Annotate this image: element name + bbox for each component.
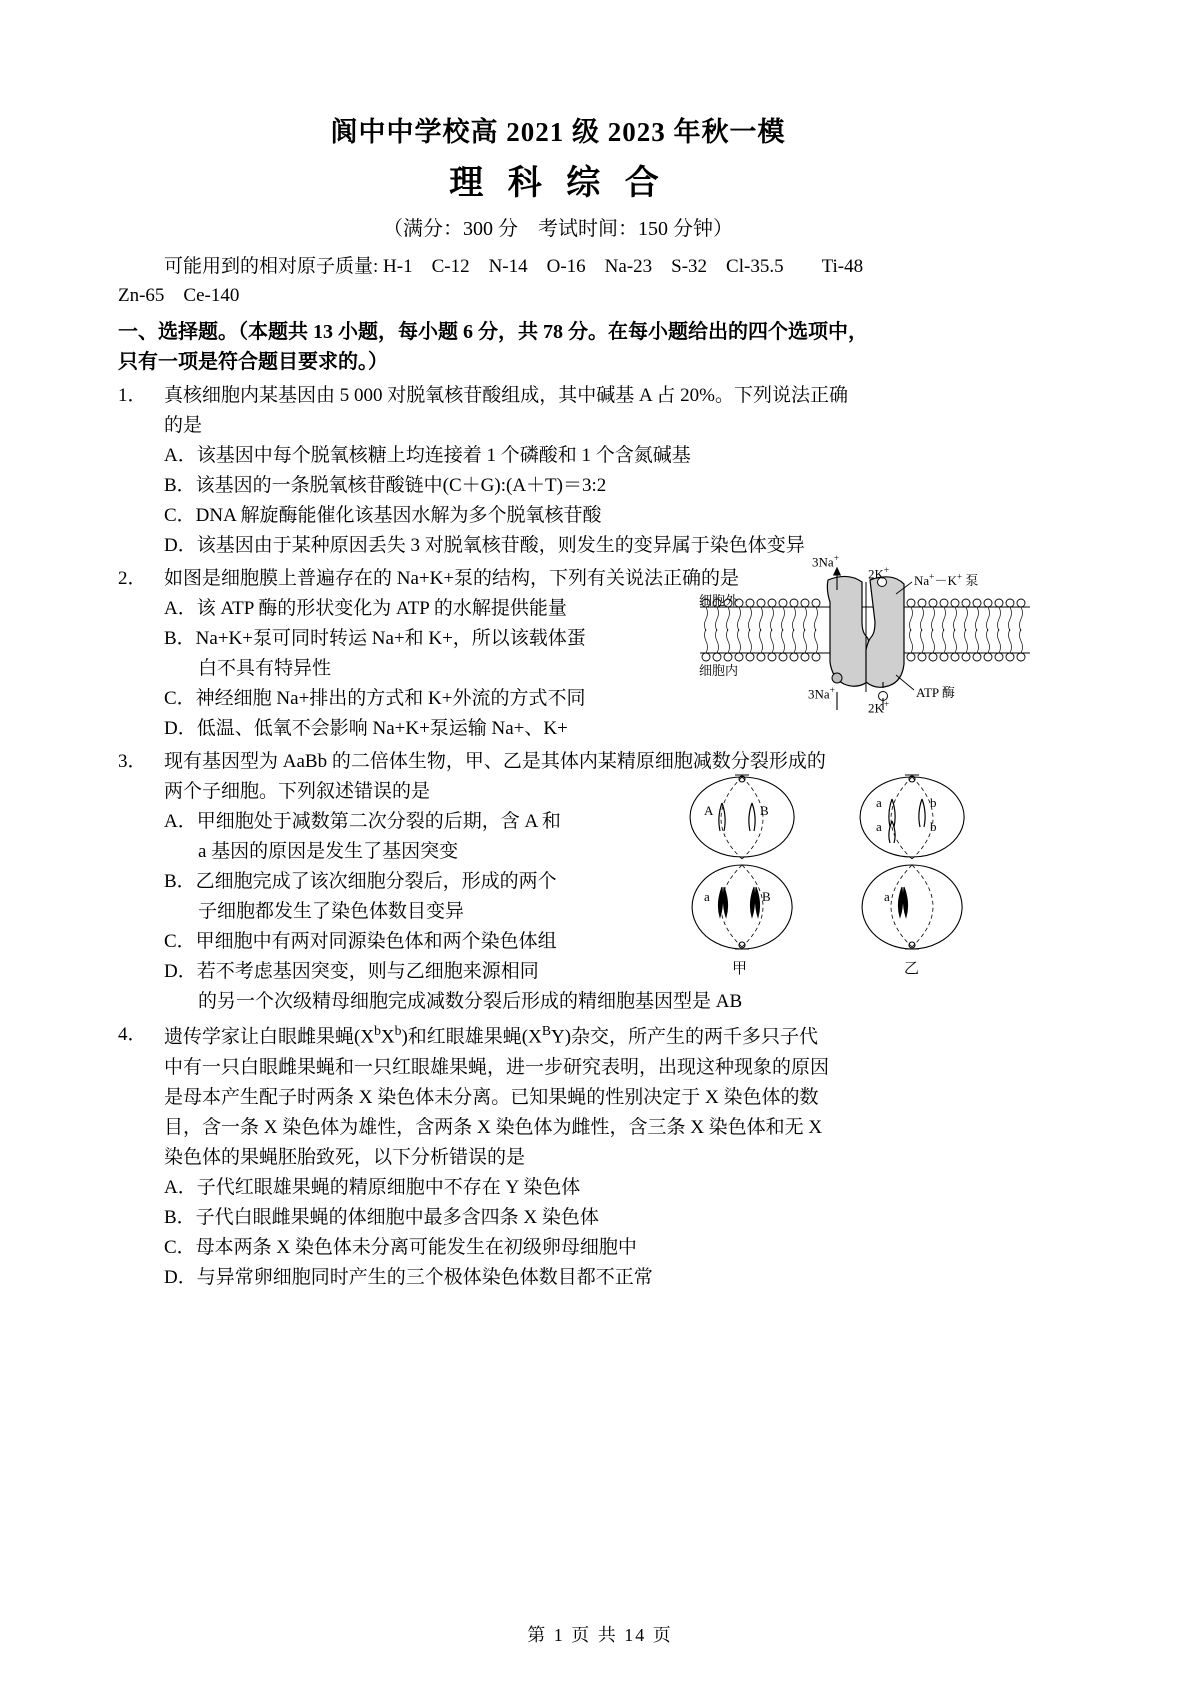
question-4 (118, 1020, 998, 1292)
page-title: 阆中中学校高 2021 级 2023 年秋一模 (330, 117, 786, 147)
question-2-stem-line-1: 如图是细胞膜上普遍存在的 Na+K+泵的结构，下列有关说法正确的是 (164, 568, 740, 590)
atomic-mass-line-1: 可能用到的相对原子质量: H-1 C-12 N-14 O-16 Na-23 S-32 Cl-35.5 Ti-48 (164, 256, 864, 277)
question-3-option-a-cont: a 基因的原因是发生了基因突变 (198, 841, 459, 863)
atomic-mass-line-2: Zn-65 Ce-140 (118, 285, 240, 306)
question-3-number: 3． (118, 751, 147, 773)
label-2k-top: 2K+ (868, 566, 890, 582)
question-1-stem-line-1: 真核细胞内某基因由 5 000 对脱氧核苷酸组成，其中碱基 A 占 20%。下列说法正确 (164, 385, 849, 406)
question-1-stem-line-2: 的是 (164, 415, 203, 437)
question-4-option-c: C．母本两条 X 染色体未分离可能发生在初级卵母细胞中 (164, 1236, 637, 1258)
question-2-option-c: C．神经细胞 Na+排出的方式和 K+外流的方式不同 (164, 688, 586, 710)
question-4-stem-line-5: 染色体的果蝇胚胎致死，以下分析错误的是 (164, 1146, 526, 1168)
question-1-option-d: D．该基因由于某种原因丢失 3 对脱氧核苷酸，则发生的变异属于染色体变异 (164, 535, 805, 557)
question-1-option-c: C．DNA 解旋酶能催化该基因水解为多个脱氧核苷酸 (164, 505, 602, 527)
question-4-stem-line-3: 是母本产生配子时两条 X 染色体未分离。已知果蝇的性别决定于 X 染色体的数 (164, 1086, 819, 1108)
question-4-option-b: B．子代白眼雌果蝇的体细胞中最多含四条 X 染色体 (164, 1206, 599, 1228)
label-jia-B: B (760, 803, 769, 818)
question-3-option-b-cont: 子细胞都发生了染色体数目变异 (198, 901, 465, 923)
cells-diagram (680, 765, 1000, 980)
label-na-k-pump: Na+－K+ 泵 (914, 572, 979, 588)
question-3-option-c: C．甲细胞中有两对同源染色体和两个染色体组 (164, 931, 557, 953)
section-heading (118, 317, 998, 377)
label-yi-b1: b (930, 795, 937, 810)
na-k-pump-diagram (700, 560, 1030, 730)
question-4-option-a: A．子代红眼雄果蝇的精原细胞中不存在 Y 染色体 (164, 1176, 581, 1198)
question-4-stem-line-2: 中有一只白眼雌果蝇和一只红眼雄果蝇，进一步研究表明，出现这种现象的原因 (164, 1056, 830, 1078)
label-2k-bottom: 2K+ (868, 700, 890, 716)
label-yi-a2: a (876, 819, 882, 834)
label-yi-b2: b (930, 819, 937, 834)
caption-yi: 乙 (904, 961, 920, 977)
figure-cells-jia-yi (680, 765, 1000, 975)
subject-title: 理 科 综 合 (449, 165, 667, 202)
caption-jia: 甲 (732, 961, 748, 977)
figure-na-k-pump (699, 554, 1030, 730)
question-2-option-a: A．该 ATP 酶的形状变化为 ATP 的水解提供能量 (164, 598, 567, 620)
question-4-body (164, 1020, 998, 1292)
label-3na-bottom: 3Na+ (808, 686, 835, 702)
question-2-option-b: B．Na+K+泵可同时转运 Na+和 K+，所以该载体蛋 (164, 628, 586, 650)
question-4-stem-line-4: 目，含一条 X 染色体为雄性，含两条 X 染色体为雌性，含三条 X 染色体和无 X (164, 1116, 823, 1138)
question-2-option-d: D．低温、低氧不会影响 Na+K+泵运输 Na+、K+ (164, 718, 568, 740)
label-jia-A: A (704, 803, 714, 818)
label-atp-enzyme: ATP 酶 (916, 685, 955, 700)
question-1-option-a: A．该基因中每个脱氧核糖上均连接着 1 个磷酸和 1 个含氮碱基 (164, 445, 691, 467)
label-inside-cell: 细胞内 (699, 663, 739, 678)
question-4-option-d: D．与异常卵细胞同时产生的三个极体染色体数目都不正常 (164, 1266, 653, 1288)
question-3-stem-line-2: 两个子细胞。下列叙述错误的是 (164, 781, 431, 803)
question-2-number: 2． (118, 568, 147, 590)
label-outside-cell: 细胞外 (699, 593, 739, 608)
label-jia-a: a (704, 889, 710, 904)
question-3-option-a: A．甲细胞处于减数第二次分裂的后期，含 A 和 (164, 811, 561, 833)
label-jia-B2: B (762, 889, 771, 904)
question-2-option-b-cont: 白不具有特异性 (198, 658, 332, 680)
question-3-option-b: B．乙细胞完成了该次细胞分裂后，形成的两个 (164, 871, 557, 893)
question-1 (118, 381, 998, 561)
section-heading-line-1: 一、选择题。（本题共 13 小题，每小题 6 分，共 78 分。在每小题给出的四个选项中， (118, 321, 868, 343)
question-4-stem-line-1: 遗传学家让白眼雌果蝇$(X^bX^b)$和红眼雄果蝇$(X^BY)$杂交，所产生的两千多只子代 (164, 1023, 819, 1048)
score-time-line: （满分：300 分 考试时间：150 分钟） (383, 218, 733, 240)
question-1-option-b: B．该基因的一条脱氧核苷酸链中(C＋G):(A＋T)＝3:2 (164, 475, 607, 497)
question-3-option-d-cont: 的另一个次级精母细胞完成减数分裂后形成的精细胞基因型是 AB (198, 991, 743, 1013)
question-1-number: 1． (118, 385, 147, 406)
question-4-number: 4． (118, 1024, 147, 1046)
label-yi-a3: a (884, 889, 890, 904)
section-heading-line-2: 只有一项是符合题目要求的。） (118, 351, 388, 373)
question-1-body (164, 381, 998, 561)
page-footer: 第 1 页 共 14 页 (527, 1625, 673, 1645)
question-3-stem-line-1: 现有基因型为 AaBb 的二倍体生物，甲、乙是其体内某精原细胞减数分裂形成的 (164, 751, 826, 773)
question-3-option-d: D．若不考虑基因突变，则与乙细胞来源相同 (164, 961, 539, 983)
label-3na-top: 3Na+ (812, 554, 839, 570)
label-yi-a1: a (876, 795, 882, 810)
